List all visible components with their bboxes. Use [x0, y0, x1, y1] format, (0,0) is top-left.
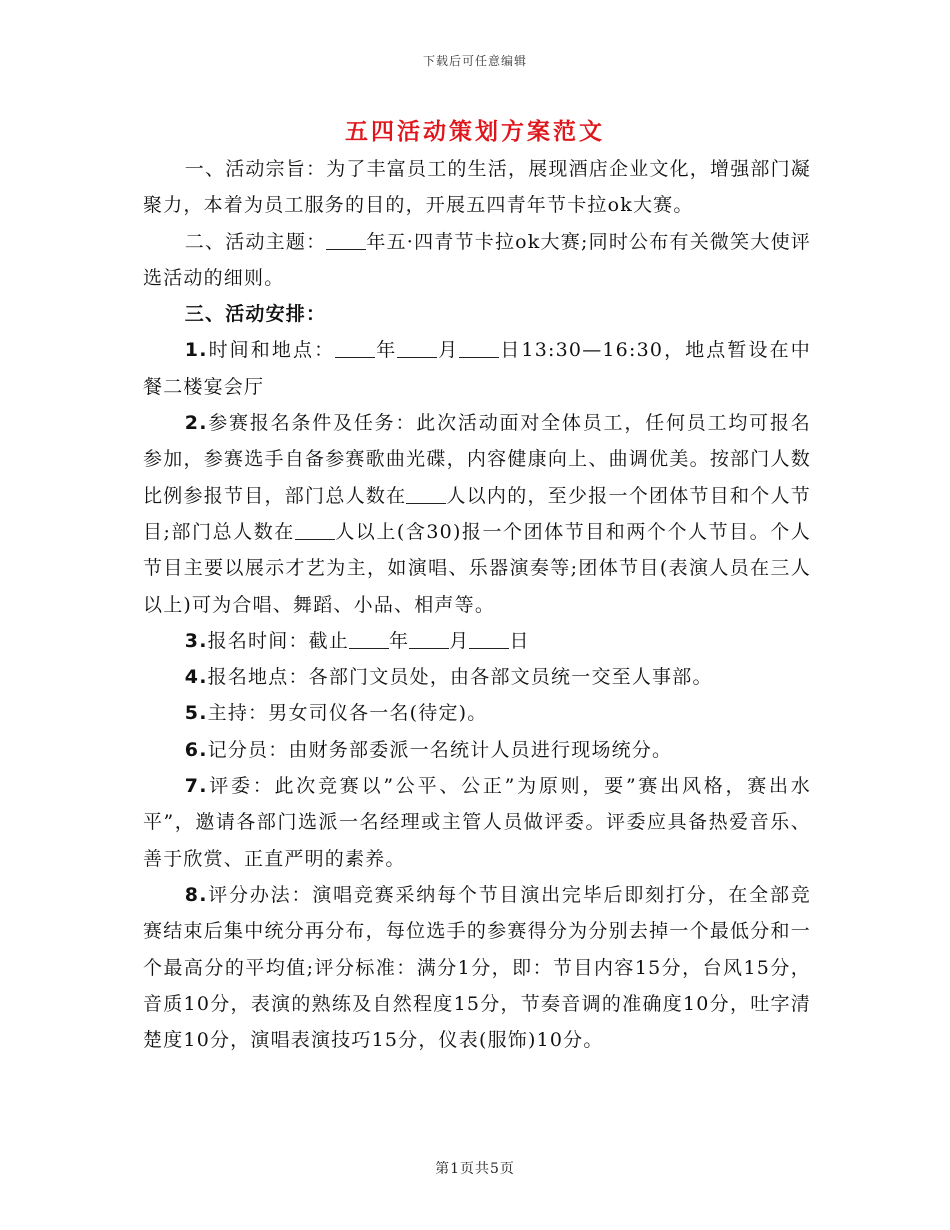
item-text: 时间和地点：	[207, 339, 336, 362]
page-header: 下载后可任意编辑	[422, 54, 527, 68]
blank-field	[349, 629, 389, 649]
page-footer: 第1页共5页	[435, 1161, 515, 1177]
section-arrangement-heading: 三、活动安排：	[184, 303, 327, 326]
item-text: 人以上(含30)报一个团体节目和两个个人节目。个人节目主要以展示才艺为主，如演唱、乐器演奏等;团体节目(表演人员在三人以上)可为合唱、舞蹈、小品、相声等。	[143, 520, 811, 616]
document-body	[143, 151, 811, 1058]
item-text: 月	[449, 629, 470, 652]
item-number: 5.	[184, 702, 208, 725]
blank-field	[459, 338, 499, 358]
item-text: 参赛报名条件及任务：此次活动面对全体员工，任何员工均可报名参加，参赛选手自备参赛歌曲光碟，内容健康向上、曲调优美。按部门人数比例参报节目，部门总人数在	[143, 412, 811, 507]
item-judges	[143, 768, 811, 877]
item-number: 8.	[184, 883, 208, 906]
item-text: 年	[375, 339, 398, 362]
blank-field	[469, 629, 509, 649]
item-number: 4.	[184, 666, 208, 689]
item-text: 报名地点：各部门文员处，由各部文员统一交至人事部。	[207, 666, 713, 689]
blank-field	[397, 338, 437, 358]
item-text: 评分办法：演唱竞赛采纳每个节目演出完毕后即刻打分，在全部竞赛结束后集中统分再分布，每位选手的参赛得分为分别去掉一个最低分和一个最高分的平均值;评分标准：满分1分，即：节目内容15分，台风15分，音质10分，表演的熟练及自然程度15分，节奏音调的准确度10分，吐字清楚度10分，演唱表演技巧15分，仪表(服饰)10分。	[143, 883, 811, 1052]
section-theme-label: 二、活动主题：	[184, 230, 327, 253]
item-text: 记分员：由财务部委派一名统计人员进行现场统分。	[207, 738, 673, 761]
item-number: 6.	[184, 738, 208, 761]
item-scorekeeper	[143, 732, 811, 768]
item-text: 日13:30—16:30，地点暂设在中餐二楼宴会厅	[143, 339, 811, 398]
item-registration-time	[143, 623, 811, 659]
section-purpose: 一、活动宗旨：为了丰富员工的生活，展现酒店企业文化，增强部门凝聚力，本着为员工服务的目的，开展五四青年节卡拉ok大赛。	[143, 158, 811, 217]
item-text: 月	[437, 339, 460, 362]
item-text: 人以内的，至少报一个团体节目和个人节目;部门总人数在	[143, 484, 811, 543]
item-number: 3.	[184, 629, 208, 652]
item-registration-conditions	[143, 405, 811, 623]
blank-field	[295, 520, 335, 540]
item-time-place	[143, 332, 811, 405]
item-text: 年	[389, 629, 410, 652]
item-number: 2.	[184, 412, 208, 435]
item-text: 日	[509, 629, 530, 652]
item-host	[143, 695, 811, 731]
item-registration-place	[143, 659, 811, 695]
section-theme-text: 年五·四青节卡拉ok大赛;同时公布有关微笑大使评选活动的细则。	[143, 230, 811, 289]
blank-field	[326, 230, 366, 250]
item-text: 评委：此次竞赛以”公平、公正”为原则，要”赛出风格，赛出水平”，邀请各部门选派一名经理或主管人员做评委。评委应具备热爱音乐、善于欣赏、正直严明的素养。	[143, 775, 811, 870]
document-title: 五四活动策划方案范文	[345, 118, 605, 145]
section-theme	[143, 224, 811, 297]
blank-field	[335, 338, 375, 358]
item-number: 7.	[184, 775, 208, 798]
item-text: 报名时间：截止	[207, 629, 350, 652]
item-text: 主持：男女司仪各一名(待定)。	[207, 702, 488, 725]
item-scoring-method	[143, 877, 811, 1058]
item-number: 1.	[184, 339, 208, 362]
blank-field	[409, 629, 449, 649]
blank-field	[406, 484, 446, 504]
